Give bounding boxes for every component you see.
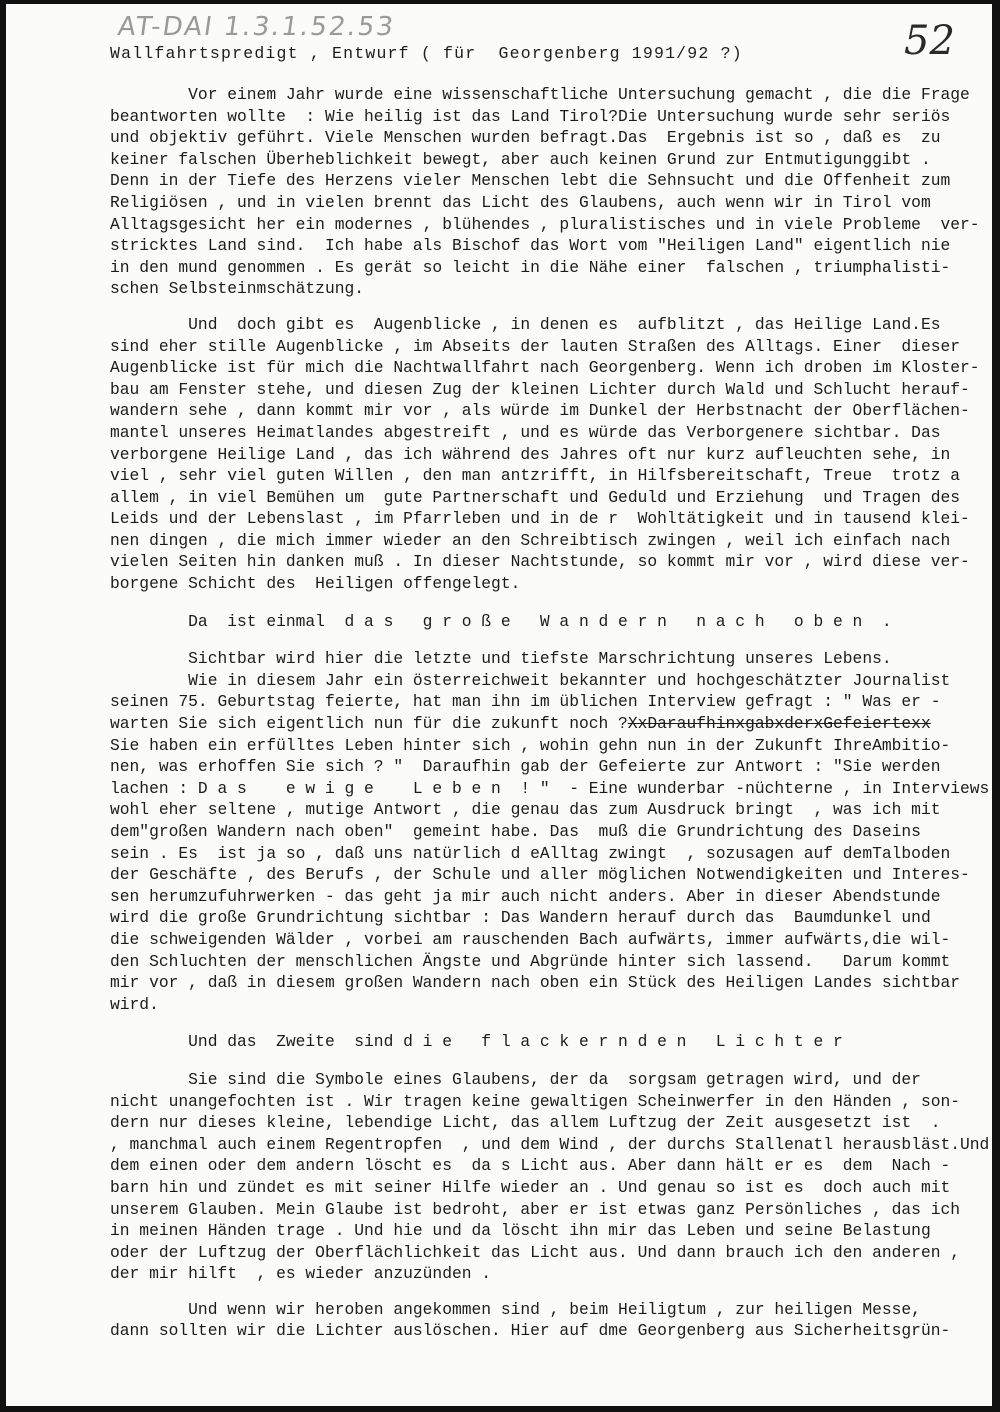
text-line: beantworten wollte : Wie heilig ist das Land Tirol?Die Untersuchung wurde sehr seriös [110, 106, 951, 126]
text-line: lachen : D a s e w i g e L e b e n ! " - Eine wunderbar -nüchterne , in Interviews [110, 778, 990, 798]
text-line: Und wenn wir heroben angekommen sind , beim Heiligtum , zur heiligen Messe, [110, 1299, 921, 1319]
text-line: unserem Glauben. Mein Glaube ist bedroht, aber er ist etwas ganz Persönliches , das ich [110, 1199, 961, 1219]
text-line: Sichtbar wird hier die letzte und tiefste Marschrichtung unseres Lebens. [110, 649, 892, 669]
text-line: stricktes Land sind. Ich habe als Bischof das Wort vom "Heiligen Land" eigentlich nie [110, 236, 951, 256]
section-heading-lichter: Und das Zweite sind d i e f l a c k e r n d e n L i c h t e r [110, 1032, 843, 1052]
text-line: dem"großen Wandern nach oben" gemeint habe. Das muß die Grundrichtung des Daseins [110, 822, 921, 841]
text-line: nicht unangefochten ist . Wir tragen keine gewaltigen Scheinwerfer in den Händen , son- [110, 1091, 961, 1111]
page-number: 52 [904, 18, 955, 64]
text-line: , manchmal auch einem Regentropfen , und dem Wind , der durchs Stallenatl herausbläst.Und [110, 1134, 990, 1154]
text-line: sen herumzufuhrwerken - das geht ja mir auch nicht anders. Aber in dieser Abendstunde [110, 886, 941, 906]
text-line [110, 713, 992, 735]
text-line: barn hin und zündet es mit seiner Hilfe wieder an . Und genau so ist es doch auch mit [110, 1177, 951, 1197]
text-line: Und doch gibt es Augenblicke , in denen es aufblitzt , das Heilige Land.Es [110, 314, 941, 334]
text-line: vielen Seiten hin danken muß . In dieser Nachtstunde, so kommt mir vor , wird diese ver- [110, 552, 970, 572]
text-line: wird die große Grundrichtung sichtbar : Das Wandern herauf durch das Baumdunkel und [110, 908, 931, 928]
text-line: oder der Luftzug der Oberflächlichkeit das Licht aus. Und dann brauch ich den anderen , [110, 1242, 961, 1262]
text-line: verborgene Heilige Land , das ich während des Jahres oft nur kurz aufleuchten sehe, in [110, 444, 951, 464]
text-line: Sie sind die Symbole eines Glaubens, der da sorgsam getragen wird, und der [110, 1069, 921, 1089]
text-line: Leids und der Lebenslast , im Pfarrleben und in de r Wohltätigkeit und in tausend klei- [110, 509, 970, 529]
text-line: Augenblicke ist für mich die Nachtwallfahrt nach Georgenberg. Wenn ich droben im Kloster- [110, 358, 980, 378]
text-line: dann sollten wir die Lichter auslöschen. Hier auf dme Georgenberg aus Sicherheitsgrün- [110, 1321, 951, 1341]
text-line: keiner falschen Überheblichkeit bewegt, aber auch keinen Grund zur Entmutigunggibt . [110, 149, 931, 169]
body-text [110, 84, 992, 1342]
text-line: borgene Schicht des Heiligen offengelegt. [110, 574, 521, 594]
section-heading-wandern: Da ist einmal d a s g r o ß e W a n d e r n n a c h o b e n . [110, 611, 892, 631]
paragraph-3 [110, 648, 992, 1015]
text-line: der Geschäfte , des Berufs , der Schule und aller möglichen Notwendigkeiten und Interes- [110, 865, 970, 885]
text-line: seinen 75. Geburtstag feierte, hat man ihn im üblichen Interview gefragt : " Was er - [110, 692, 941, 712]
text-line: dern nur dieses kleine, lebendige Licht, das allem Luftzug der Zeit ausgesetzt ist . [110, 1113, 941, 1133]
paragraph-1 [110, 84, 992, 300]
text-segment: warten Sie sich eigentlich nun für die zukunft noch ? [110, 714, 628, 734]
paragraph-5 [110, 1299, 992, 1342]
text-line: sein . Es ist ja so , daß uns natürlich d eAlltag zwingt , sozusagen auf demTalboden [110, 843, 951, 863]
document-page [6, 4, 992, 1406]
text-line: wohl eher seltene , mutige Antwort , die genau das zum Ausdruck bringt , was ich mit [110, 800, 941, 820]
text-line: der mir hilft , es wieder anzuzünden . [110, 1264, 492, 1284]
text-line: nen, was erhoffen Sie sich ? " Daraufhin gab der Gefeierte zur Antwort : "Sie werden [110, 757, 941, 777]
text-line: wird. [110, 994, 159, 1014]
text-line: sind eher stille Augenblicke , im Abseits der lauten Straßen des Alltags. Einer dieser [110, 336, 961, 356]
text-line: bau am Fenster stehe, und diesen Zug der kleinen Lichter durch Wald und Schlucht herauf- [110, 379, 970, 399]
text-line: Alltagsgesicht her ein modernes , blühendes , pluralistisches und in viele Probleme ver- [110, 214, 980, 234]
text-line: dem einen oder dem andern löscht es da s Licht aus. Aber dann hält er es dem Nach - [110, 1156, 951, 1176]
text-line: schen Selbsteinmschätzung. [110, 279, 365, 299]
text-line: Wie in diesem Jahr ein österreichweit bekannter und hochgeschätzter Journalist [110, 670, 951, 690]
text-line: in meinen Händen trage . Und hie und da löscht ihn mir das Leben und seine Belastung [110, 1221, 931, 1241]
text-line: Denn in der Tiefe des Herzens vieler Menschen lebt die Sehnsucht und die Offenheit zum [110, 171, 951, 191]
paragraph-4 [110, 1069, 992, 1285]
paragraph-2 [110, 314, 992, 595]
text-line: viel , sehr viel guten Willen , den man antzrifft, in Hilfsbereitschaft, Treue trotz a [110, 466, 961, 486]
struck-through-text: XxDaraufhinxgabxderxGefeiertexx [627, 714, 931, 734]
text-line: allem , in viel Bemühen um gute Partnerschaft und Geduld und Erziehung und Tragen des [110, 487, 961, 507]
text-line: Vor einem Jahr wurde eine wissenschaftliche Untersuchung gemacht , die die Frage [110, 85, 970, 104]
text-line: in den mund genommen . Es gerät so leicht in die Nähe einer falschen , triumphalisti- [110, 257, 951, 277]
text-line: nen dingen , die mich immer wieder an den Schreibtisch zwingen , weil ich einfach nach [110, 530, 951, 550]
archive-reference-stamp: AT-DAI 1.3.1.52.53 [115, 12, 397, 42]
text-line: Religiösen , und in vielen brennt das Licht des Glaubens, auch wenn wir in Tirol vom [110, 192, 931, 212]
text-line: den Schluchten der menschlichen Ängste und Abgründe hinter sich lassend. Darum kommt [110, 951, 951, 971]
text-line: Sie haben ein erfülltes Leben hinter sich , wohin gehn nun in der Zukunft IhreAmbitio- [110, 735, 951, 755]
document-title: Wallfahrtspredigt , Entwurf ( für Georgenberg 1991/92 ?) [110, 44, 743, 63]
text-line: die schweigenden Wälder , vorbei am rauschenden Bach aufwärts, immer aufwärts,die wil- [110, 929, 951, 949]
text-line: wandern sehe , dann kommt mir vor , als würde im Dunkel der Herbstnacht der Oberflächen- [110, 401, 970, 421]
text-line: mir vor , daß in diesem großen Wandern nach oben ein Stück des Heiligen Landes sichtbar [110, 973, 961, 993]
text-line: und objektiv geführt. Viele Menschen wurden befragt.Das Ergebnis ist so , daß es zu [110, 128, 941, 148]
text-line: mantel unseres Heimatlandes abgestreift , und es würde das Verborgenere sichtbar. Das [110, 422, 941, 442]
